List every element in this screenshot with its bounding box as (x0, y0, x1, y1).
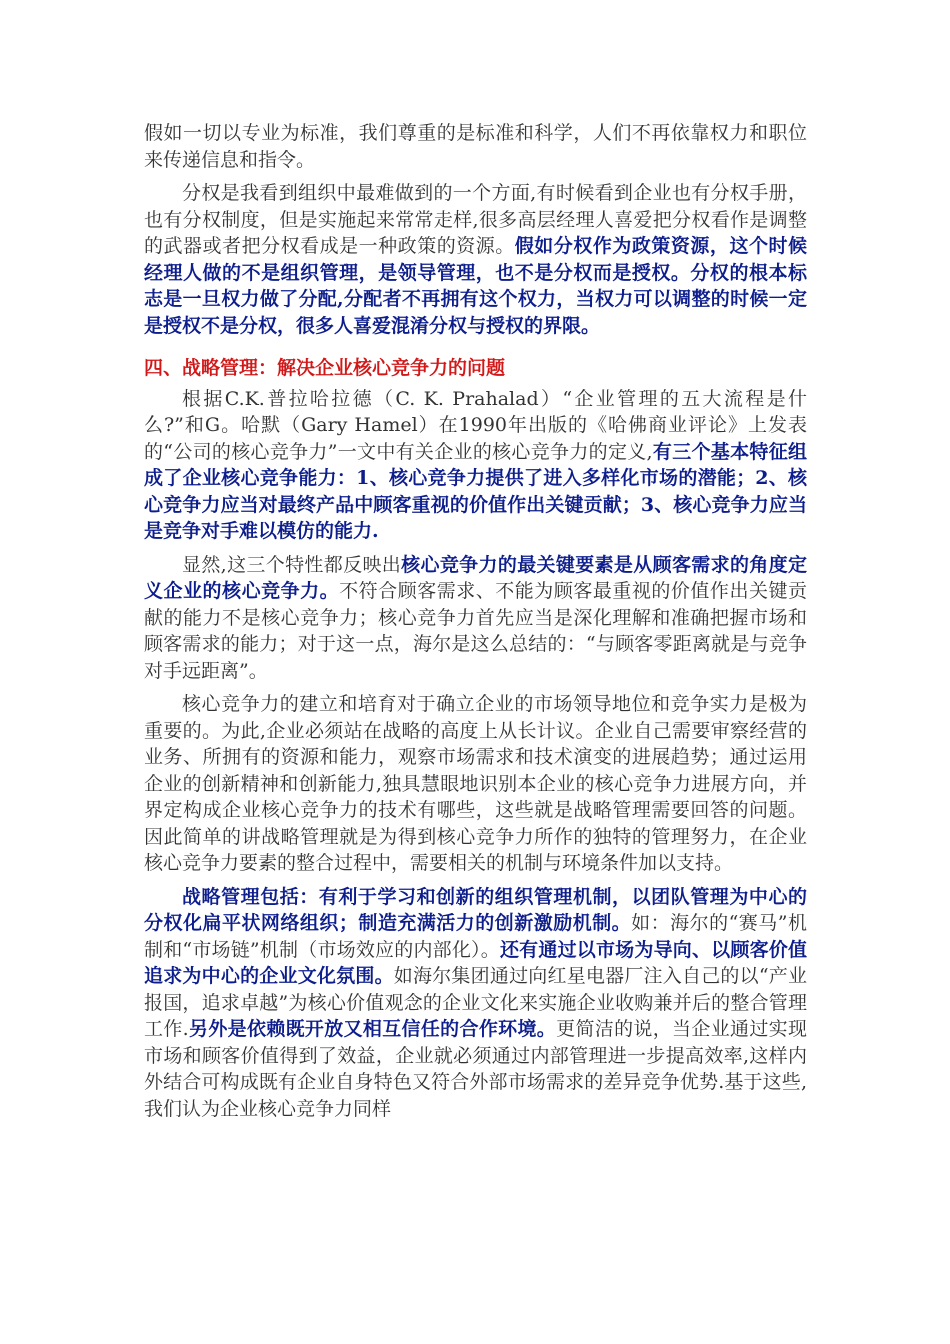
paragraph-3-text: 根据C.K.普拉哈拉德（C. K. Prahalad）“企业管理的五大流程是什么?”和G。哈默（Gary Hamel）在1990年出版的《哈佛商业评论》上发表的“公司的核心竞争力”一文中有关企业的核心竞争力的定义, (144, 387, 807, 463)
paragraph-4-emphasis: 核心竞争力的最关键要素是从顾客需求的角度定义企业的核心竞争力。 (144, 553, 807, 602)
paragraph-4 (144, 552, 807, 685)
paragraph-6-text-a: 如：海尔的“赛马”机制和“市场链”机制（市场效应的内部化）。 (144, 912, 807, 961)
paragraph-6-emphasis-b: 还有通过以市场为导向、以顾客价值追求为中心的企业文化氛围。 (144, 938, 807, 987)
paragraph-6-text-b: 如海尔集团通过向红星电器厂注入自己的以“产业报国，追求卓越”为核心价值观念的企业文化来实施企业收购兼并后的整合管理工作. (144, 965, 807, 1040)
paragraph-5 (144, 691, 807, 877)
paragraph-5-text: 核心竞争力的建立和培育对于确立企业的市场领导地位和竞争实力是极为重要的。为此,企业必须站在战略的高度上从长计议。企业自己需要审察经营的业务、所拥有的资源和能力，观察市场需求和技术演变的进展趋势；通过运用企业的创新精神和创新能力,独具慧眼地识别本企业的核心竞争力进展方向，并界定构成企业核心竞争力的技术有哪些，这些就是战略管理需要回答的问题。因此简单的讲战略管理就是为得到核心竞争力所作的独特的管理努力，在企业核心竞争力要素的整合过程中，需要相关的机制与环境条件加以支持。 (144, 693, 807, 874)
paragraph-6-emphasis-c: 另外是依赖既开放又相互信任的合作环境。 (188, 1018, 557, 1040)
paragraph-1 (144, 120, 807, 173)
paragraph-4-text-a: 显然,这三个特性都反映出 (182, 553, 402, 576)
paragraph-2-text: 分权是我看到组织中最难做到的一个方面,有时候看到企业也有分权手册，也有分权制度，但是实施起来常常走样,很多高层经理人喜爱把分权看作是调整的武器或者把分权看成是一种政策的资源。 (144, 182, 807, 257)
paragraph-1-text: 假如一切以专业为标准，我们尊重的是标准和科学，人们不再依靠权力和职位来传递信息和指令。 (144, 122, 807, 171)
paragraph-2-emphasis: 假如分权作为政策资源，这个时候经理人做的不是组织管理，是领导管理，也不是分权而是授权。分权的根本标志是一旦权力做了分配,分配者不再拥有这个权力，当权力可以调整的时候一定是授权不是分权，很多人喜爱混淆分权与授权的界限。 (144, 235, 807, 337)
paragraph-2 (144, 180, 807, 339)
paragraph-3 (144, 386, 807, 545)
section-heading: 四、战略管理：解决企业核心竞争力的问题 (144, 357, 506, 379)
paragraph-4-text-b: 不符合顾客需求、不能为顾客最重视的价值作出关键贡献的能力不是核心竞争力；核心竞争力首先应当是深化理解和准确把握市场和顾客需求的能力；对于这一点，海尔是这么总结的：“与顾客零距离就是与竞争对手远距离”。 (144, 580, 807, 682)
paragraph-3-emphasis: 有三个基本特征组成了企业核心竞争能力：1、核心竞争力提供了进入多样化市场的潜能；2、核心竞争力应当对最终产品中顾客重视的价值作出关键贡献；3、核心竞争力应当是竞争对手难以模仿的能力. (144, 440, 807, 542)
paragraph-6-text-c: 更简洁的说，当企业通过实现市场和顾客价值得到了效益，企业就必须通过内部管理进一步提高效率,这样内外结合可构成既有企业自身特色又符合外部市场需求的差异竞争优势.基于这些,我们认为企业核心竞争力同样 (144, 1018, 807, 1120)
paragraph-6-emphasis-a: 战略管理包括：有利于学习和创新的组织管理机制，以团队管理为中心的分权化扁平状网络组织；制造充满活力的创新激励机制。 (144, 885, 807, 934)
paragraph-6 (144, 884, 807, 1123)
document-page (144, 120, 807, 1129)
